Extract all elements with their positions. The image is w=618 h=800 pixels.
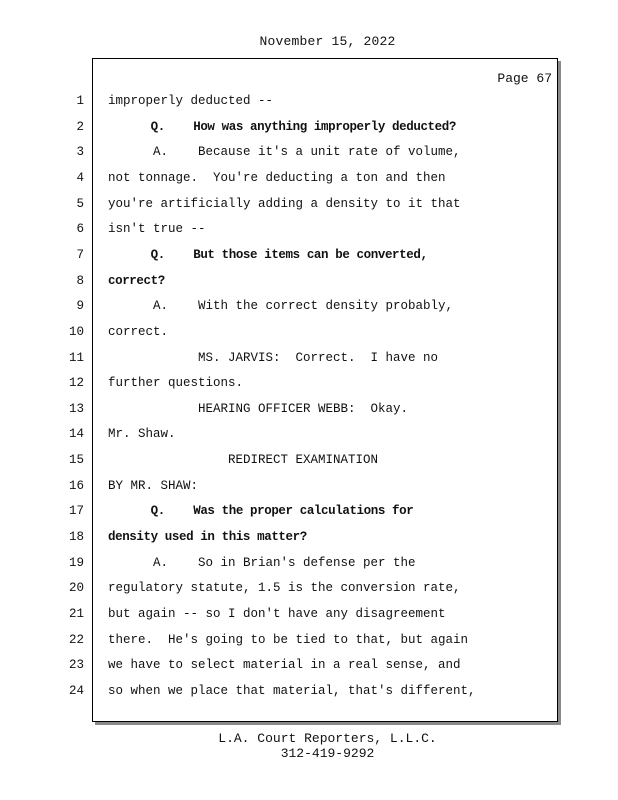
line-number: 5 [76, 197, 84, 211]
transcript-line: HEARING OFFICER WEBB: Okay. [108, 402, 409, 416]
transcript-line: improperly deducted -- [108, 94, 274, 108]
transcript-line: BY MR. SHAW: [108, 479, 199, 493]
line-number: 9 [76, 299, 84, 313]
transcript-line: REDIRECT EXAMINATION [108, 453, 379, 467]
line-number: 1 [76, 94, 84, 108]
line-number: 13 [68, 402, 84, 416]
transcript-date: November 15, 2022 [259, 34, 396, 49]
line-number: 4 [76, 171, 84, 185]
transcript-line: correct? [108, 274, 165, 288]
line-number: 12 [68, 376, 84, 390]
line-number: 2 [76, 120, 84, 134]
transcript-line: Q. Was the proper calculations for [108, 504, 414, 518]
transcript-line: A. So in Brian's defense per the [108, 556, 416, 570]
line-number: 11 [68, 351, 84, 365]
transcript-line: A. Because it's a unit rate of volume, [108, 145, 461, 159]
line-number: 8 [76, 274, 84, 288]
transcript-line: there. He's going to be tied to that, but again [108, 633, 469, 647]
line-number: 23 [68, 658, 84, 672]
footer [0, 731, 618, 761]
line-number: 16 [68, 479, 84, 493]
line-number: 14 [68, 427, 84, 441]
page-number: Page 67 [497, 71, 552, 86]
line-number: 22 [68, 633, 84, 647]
transcript-line: regulatory statute, 1.5 is the conversion rate, [108, 581, 461, 595]
line-number: 19 [68, 556, 84, 570]
line-number: 18 [68, 530, 84, 544]
transcript-line: not tonnage. You're deducting a ton and then [108, 171, 446, 185]
line-number: 17 [68, 504, 84, 518]
transcript-line: Q. How was anything improperly deducted? [108, 120, 456, 134]
court-reporter-phone: 312-419-9292 [280, 746, 375, 761]
line-number: 24 [68, 684, 84, 698]
court-reporter-name: L.A. Court Reporters, L.L.C. [218, 731, 437, 746]
transcript-line: Q. But those items can be converted, [108, 248, 428, 262]
transcript-line: correct. [108, 325, 169, 339]
line-number: 7 [76, 248, 84, 262]
transcript-line: we have to select material in a real sense, and [108, 658, 461, 672]
transcript-line: isn't true -- [108, 222, 206, 236]
transcript-line: but again -- so I don't have any disagreement [108, 607, 446, 621]
transcript-line: so when we place that material, that's different, [108, 684, 476, 698]
line-number: 10 [68, 325, 84, 339]
line-number: 15 [68, 453, 84, 467]
line-number: 3 [76, 145, 84, 159]
line-number: 21 [68, 607, 84, 621]
transcript-line: density used in this matter? [108, 530, 307, 544]
transcript-line: Mr. Shaw. [108, 427, 176, 441]
line-number: 6 [76, 222, 84, 236]
line-number: 20 [68, 581, 84, 595]
transcript-line: A. With the correct density probably, [108, 299, 454, 313]
transcript-line: you're artificially adding a density to it that [108, 197, 461, 211]
transcript-line: further questions. [108, 376, 244, 390]
transcript-line: MS. JARVIS: Correct. I have no [108, 351, 439, 365]
